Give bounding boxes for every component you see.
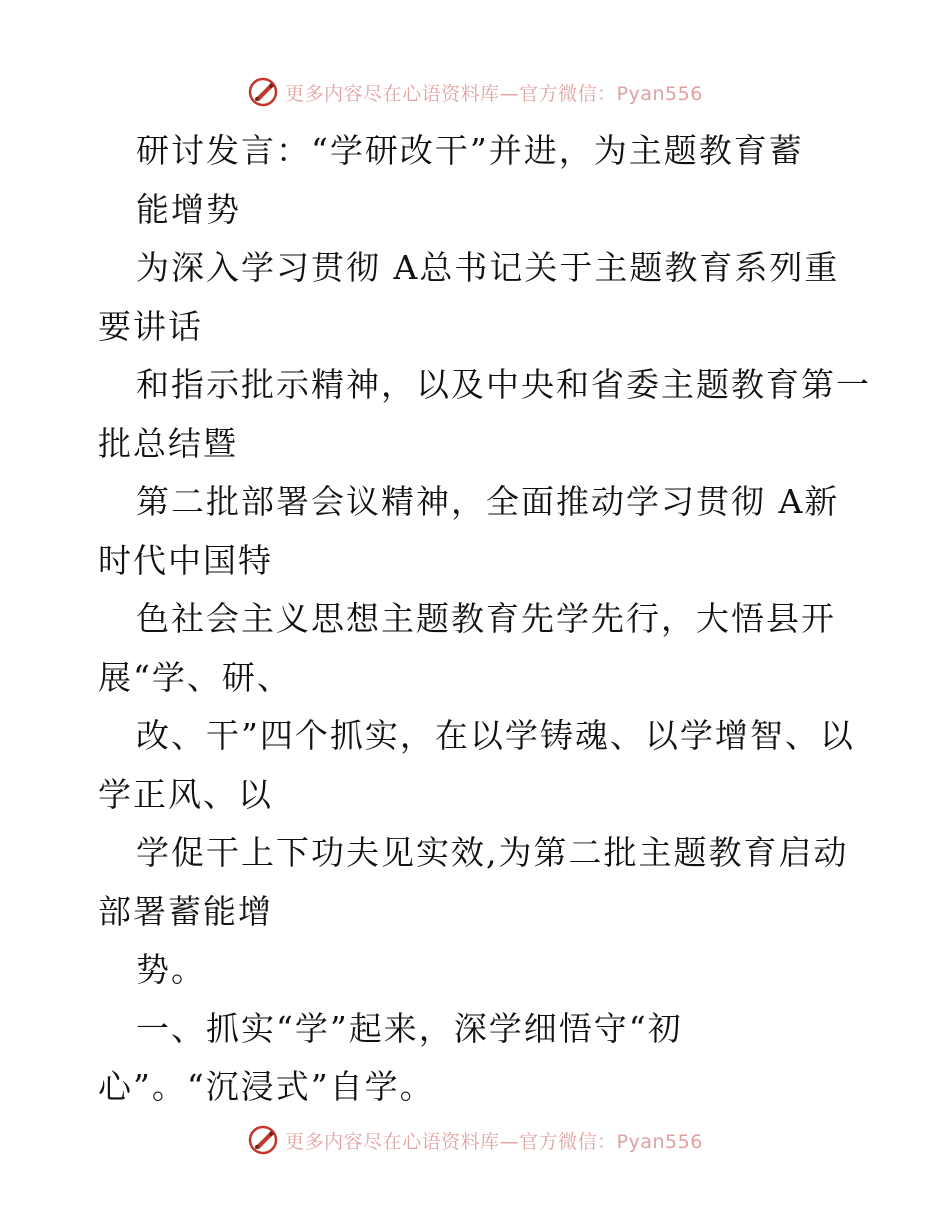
text-line: 和指示批示精神，以及中央和省委主题教育第一	[136, 365, 871, 404]
text-line: 学正风、以	[98, 774, 273, 814]
text-line: 为深入学习贯彻 A总书记关于主题教育系列重	[136, 248, 840, 287]
text-line: 部署蓄能增	[98, 891, 273, 931]
text-line: 一、抓实“学”起来，深学细悟守“初	[136, 1008, 683, 1048]
text-line: 色社会主义思想主题教育先学先行，大悟县开	[136, 599, 836, 638]
text-line: 心”。“沉浸式”自学。	[98, 1067, 435, 1106]
text-line: 能增势	[136, 189, 241, 229]
text-line: 批总结暨	[98, 423, 238, 463]
text-line: 改、干”四个抓实，在以学铸魂、以学增智、以	[136, 716, 855, 755]
pen-seal-logo-icon	[247, 76, 279, 108]
text-line: 学促干上下功夫见实效,为第二批主题教育启动	[136, 833, 849, 872]
document-body	[98, 122, 871, 1117]
text-line: 势。	[136, 950, 206, 989]
header-watermark	[0, 72, 950, 112]
watermark-text: 更多内容尽在心语资料库—官方微信：Pyan556	[285, 1130, 703, 1153]
watermark-text: 更多内容尽在心语资料库—官方微信：Pyan556	[285, 82, 703, 105]
text-line: 要讲话	[98, 306, 203, 346]
text-line: 时代中国特	[98, 540, 273, 580]
footer-watermark	[0, 1120, 950, 1160]
text-line: 展“学、研、	[98, 657, 292, 697]
text-line: 第二批部署会议精神，全面推动学习贯彻 A新	[136, 482, 840, 521]
text-line: 研讨发言：“学研改干”并进，为主题教育蓄	[136, 131, 804, 170]
pen-seal-logo-icon	[247, 1124, 279, 1156]
